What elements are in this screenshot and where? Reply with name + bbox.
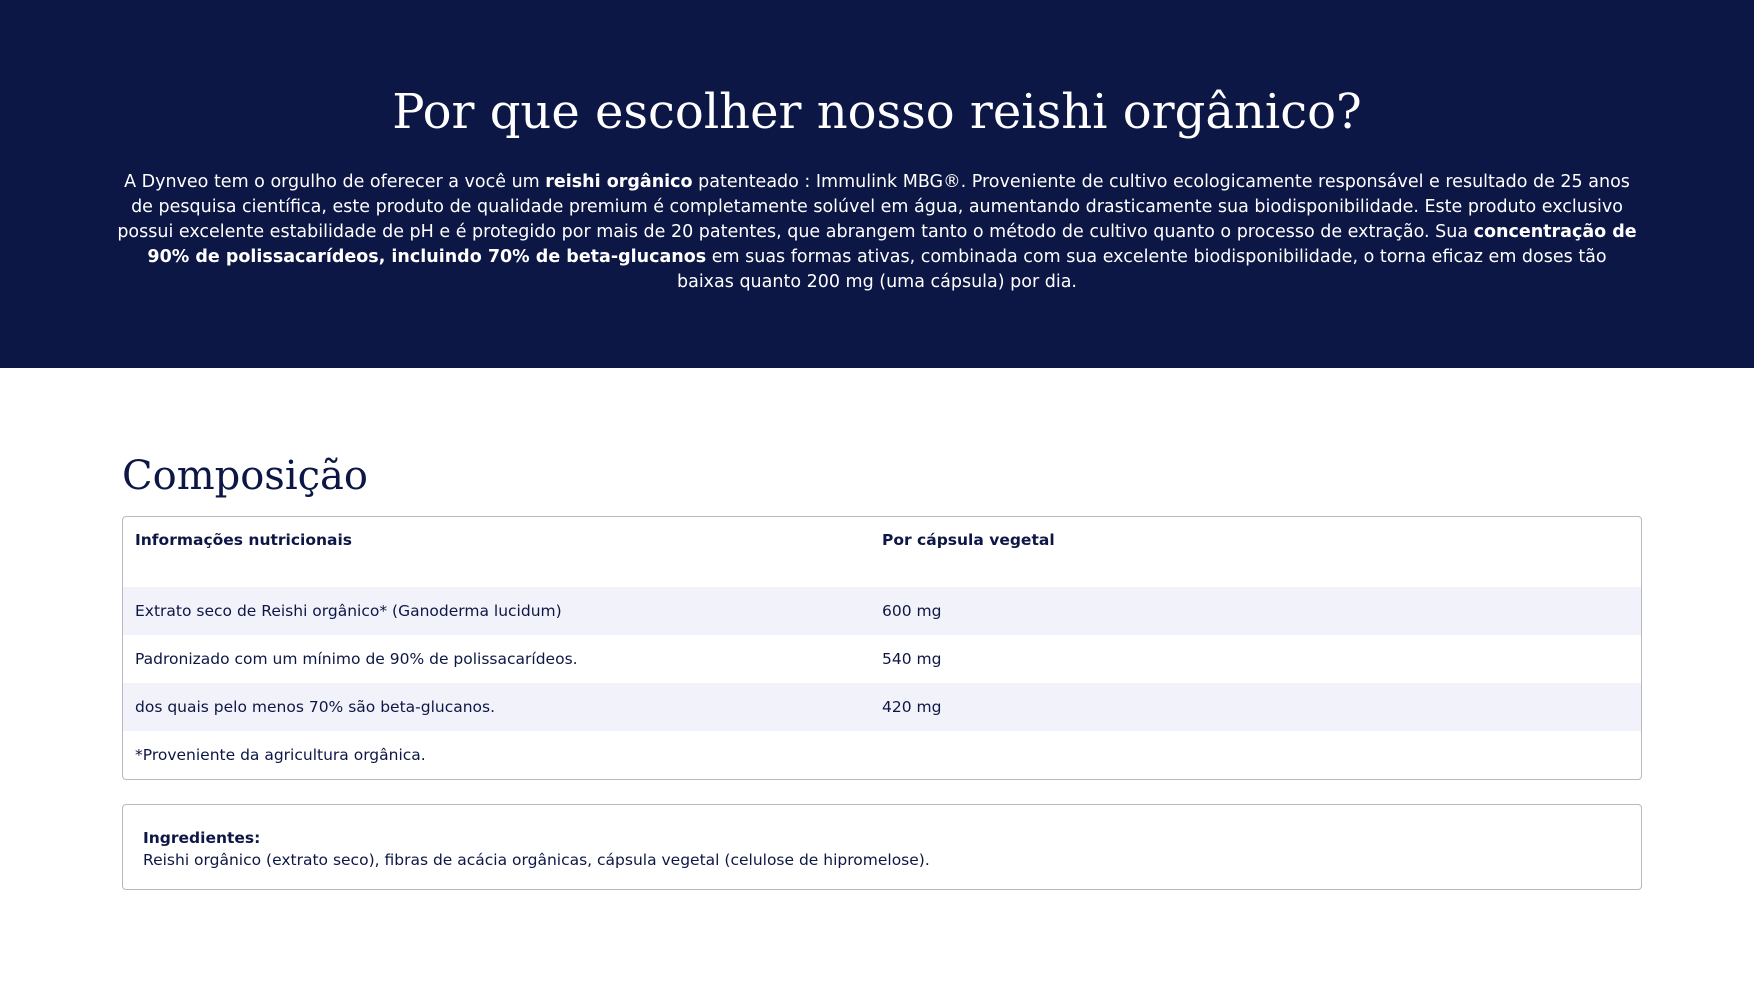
hero-text-1: A Dynveo tem o orgulho de oferecer a você um: [124, 172, 546, 192]
composition-title: Composição: [122, 453, 368, 499]
ingredients-text: Reishi orgânico (extrato seco), fibras de acácia orgânicas, cápsula vegetal (celulose de hipromelose).: [143, 851, 930, 869]
table-header-row: [123, 517, 1641, 587]
table-row: [123, 635, 1641, 683]
header-nutrition-info: Informações nutricionais: [135, 531, 353, 549]
hero-text-3: em suas formas ativas, combinada com sua excelente biodisponibilidade, o torna eficaz em doses tão baixas quanto 200 mg (uma cápsula) por dia.: [676, 247, 1607, 292]
composition-section: [122, 448, 1642, 890]
row-value: 600 mg: [882, 602, 942, 620]
nutrition-table: [122, 516, 1642, 780]
row-value: 420 mg: [882, 698, 942, 716]
header-per-capsule: Por cápsula vegetal: [882, 531, 1055, 549]
table-footnote: *Proveniente da agricultura orgânica.: [135, 746, 426, 764]
row-label: dos quais pelo menos 70% são beta-glucanos.: [135, 698, 496, 716]
row-label: Padronizado com um mínimo de 90% de polissacarídeos.: [135, 650, 578, 668]
hero-title: Por que escolher nosso reishi orgânico?: [392, 84, 1362, 140]
row-value: 540 mg: [882, 650, 942, 668]
ingredients-title: Ingredientes:: [143, 829, 261, 847]
table-footnote-row: [123, 731, 1641, 779]
hero-bold-reishi: reishi orgânico: [545, 172, 693, 192]
hero-bold-concentration: concentração de 90% de polissacarídeos, incluindo 70% de beta-glucanos: [147, 222, 1637, 267]
hero-description: [117, 170, 1637, 295]
ingredients-box: [122, 804, 1642, 890]
hero-text-2: patenteado : Immulink MBG®. Proveniente de cultivo ecologicamente responsável e resultado de 25 anos de pesquisa científica, este produto de qualidade premium é completamente solúvel em água, aumentando drasticamente sua biodisponibilidade. Este produto exclusivo possui excelente estabilidade de pH e é protegido por mais de 20 patentes, que abrangem tanto o método de cultivo quanto o processo de extração. Sua: [117, 172, 1630, 242]
row-label: Extrato seco de Reishi orgânico* (Ganoderma lucidum): [135, 602, 562, 620]
hero-section: [0, 0, 1754, 368]
table-row: [123, 587, 1641, 635]
table-row: [123, 683, 1641, 731]
